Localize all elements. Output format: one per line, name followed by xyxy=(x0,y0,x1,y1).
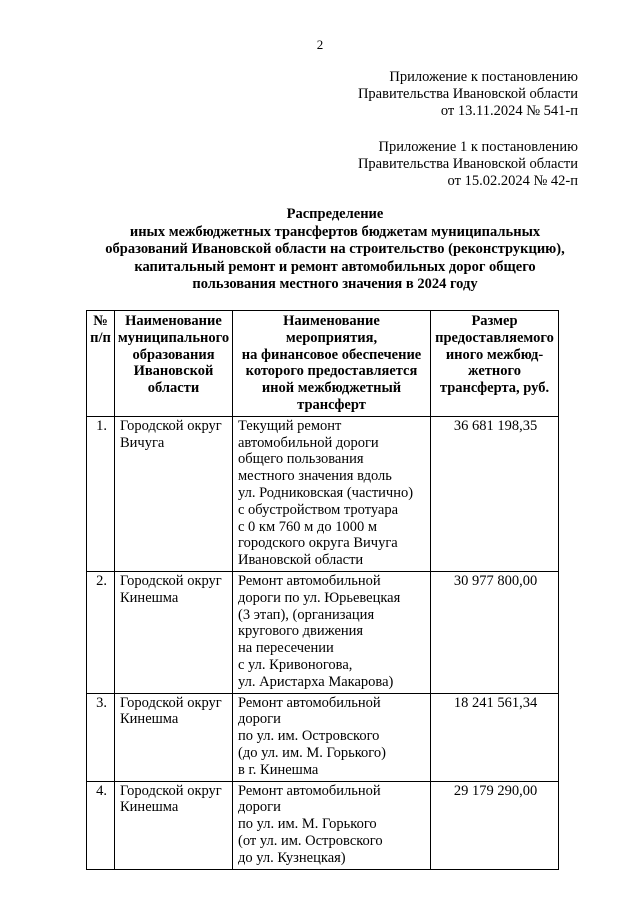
row-event: Текущий ремонт автомобильной дороги общего пользования местного значения вдоль ул. Родниковская (частично) с обустройством тротуара с 0 км 760 м до 1000 м городского округа Вичуга Ивановской области xyxy=(233,416,431,571)
header-line: которого предоставляется xyxy=(245,363,418,380)
row-event: Ремонт автомобильной дороги по ул. им. Островского (до ул. им. М. Горького) в г. Кинешма xyxy=(233,693,431,781)
row-municipality: Городской округ Кинешма xyxy=(115,781,233,869)
appendix-reference-current xyxy=(358,69,578,120)
header-line: иного межбюд- xyxy=(445,346,544,363)
header-line: трансферта, руб. xyxy=(439,380,550,397)
title-line: иных межбюджетных трансфертов бюджетам муниципальных xyxy=(129,223,541,240)
header-line: муниципального xyxy=(117,329,230,346)
header-number xyxy=(87,311,115,417)
row-amount: 36 681 198,35 xyxy=(431,416,559,571)
table-row xyxy=(87,781,559,869)
appendix-line: Правительства Ивановской области xyxy=(357,156,578,172)
page-number: 2 xyxy=(316,37,324,52)
header-event xyxy=(233,311,431,417)
appendix-line: Приложение 1 к постановлению xyxy=(378,139,578,155)
row-event: Ремонт автомобильной дороги по ул. Юрьевецкая (3 этап), (организация кругового движения на пересечении с ул. Кривоногова, ул. Аристарха Макарова) xyxy=(233,571,431,693)
row-municipality: Городской округ Кинешма xyxy=(115,571,233,693)
row-event: Ремонт автомобильной дороги по ул. им. М. Горького (от ул. им. Островского до ул. Кузнецкая) xyxy=(233,781,431,869)
document-title xyxy=(85,206,585,294)
table-row xyxy=(87,571,559,693)
header-line: на финансовое обеспечение xyxy=(241,346,422,363)
appendix-line: от 15.02.2024 № 42-п xyxy=(447,173,578,189)
appendix-line: Приложение к постановлению xyxy=(389,69,578,85)
row-number: 2. xyxy=(87,571,115,693)
header-line: п/п xyxy=(90,329,111,346)
row-number: 4. xyxy=(87,781,115,869)
header-line: жетного xyxy=(468,363,521,380)
header-line: образования xyxy=(132,346,215,363)
header-line: Размер xyxy=(471,313,518,329)
header-line: мероприятия, xyxy=(285,329,378,346)
header-line: № xyxy=(93,313,108,329)
title-line: капитальный ремонт и ремонт автомобильных дорог общего xyxy=(134,258,536,275)
header-amount xyxy=(431,311,559,417)
header-line: Наименование xyxy=(125,313,222,329)
table-row xyxy=(87,416,559,571)
table-header-row xyxy=(87,311,559,417)
header-line: иной межбюджетный xyxy=(261,380,402,397)
header-municipality xyxy=(115,311,233,417)
header-line: области xyxy=(147,380,200,397)
appendix-reference-original xyxy=(358,139,578,190)
row-number: 1. xyxy=(87,416,115,571)
row-amount: 29 179 290,00 xyxy=(431,781,559,869)
table-row xyxy=(87,693,559,781)
header-line: Ивановской xyxy=(133,363,214,380)
header-line: Наименование xyxy=(283,313,380,329)
appendix-line: от 13.11.2024 № 541-п xyxy=(440,103,578,119)
distribution-table xyxy=(86,310,559,870)
title-line: образований Ивановской области на строительство (реконструкцию), xyxy=(105,241,565,257)
title-line: пользования местного значения в 2024 году xyxy=(192,276,478,292)
header-line: трансферт xyxy=(297,396,366,413)
title-line: Распределение xyxy=(286,206,384,222)
row-municipality: Городской округ Кинешма xyxy=(115,693,233,781)
header-line: предоставляемого xyxy=(435,329,554,346)
row-number: 3. xyxy=(87,693,115,781)
row-amount: 30 977 800,00 xyxy=(431,571,559,693)
row-municipality: Городской округ Вичуга xyxy=(115,416,233,571)
appendix-line: Правительства Ивановской области xyxy=(357,86,578,102)
row-amount: 18 241 561,34 xyxy=(431,693,559,781)
